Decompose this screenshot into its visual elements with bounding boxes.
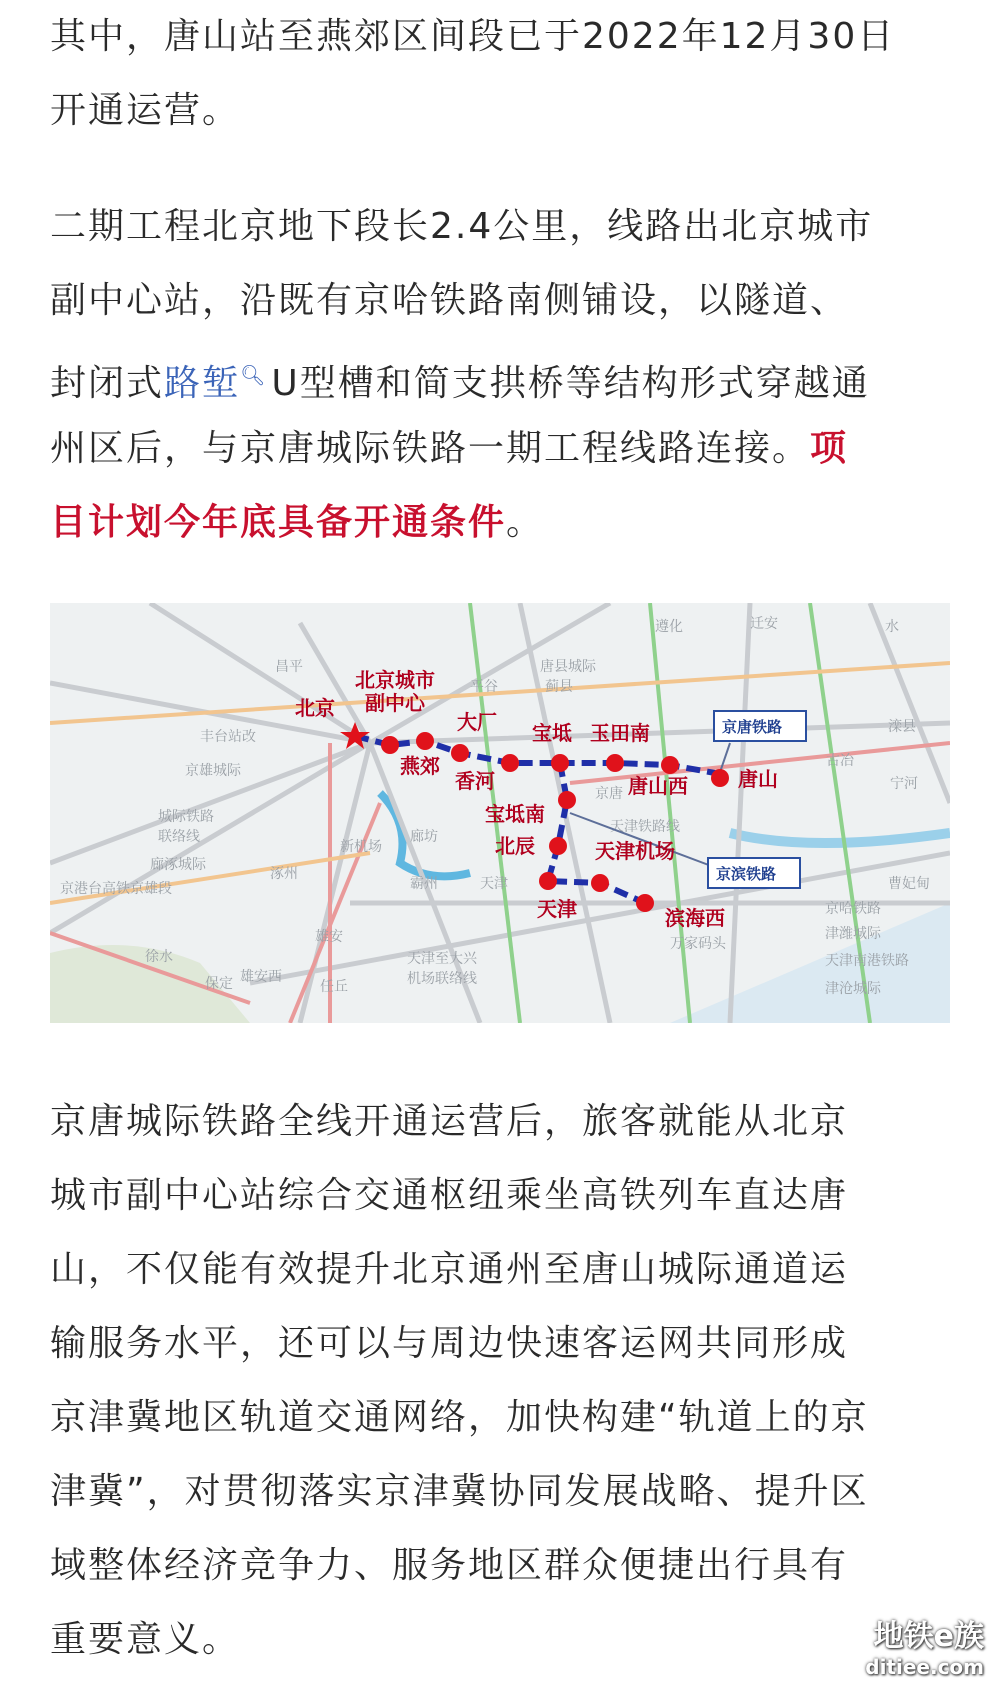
map-label: 任丘	[320, 979, 348, 995]
route-map-svg	[50, 603, 950, 1023]
watermark-text: 地铁e族	[873, 1619, 984, 1654]
callout-box-jingbin	[708, 858, 800, 888]
text-line: 域整体经济竞争力、服务地区群众便捷出行具有	[50, 1545, 849, 1586]
watermark-logo	[865, 1611, 984, 1679]
text-line: 开通运营。	[50, 90, 241, 131]
text-line: 津冀”，对贯彻落实京津冀协同发展战略、提升区	[50, 1471, 869, 1512]
map-label: 天津至大兴	[407, 951, 477, 967]
map-label: 滦县	[888, 719, 916, 735]
station-dot	[558, 791, 576, 809]
station-dot	[551, 754, 569, 772]
station-label-yanjiao: 燕郊	[400, 754, 440, 778]
text-segment: 州区后，与京唐城际铁路一期工程线路连接。	[50, 428, 811, 469]
map-label: 城际铁路	[158, 809, 214, 825]
highlight-text: 目计划今年底具备开通条件	[50, 502, 507, 543]
map-label: 平谷	[470, 679, 498, 695]
station-label-dachang: 大厂	[457, 710, 497, 734]
station-label-baodinan: 宝坻南	[485, 802, 545, 826]
map-label: 蓟县	[545, 679, 573, 695]
map-label: 津沧城际	[825, 981, 881, 997]
map-label: 津潍城际	[825, 926, 881, 942]
station-label-fuzhongxin-1: 北京城市	[355, 668, 435, 692]
text-segment: 封闭式	[50, 363, 165, 404]
text-line: 输服务水平，还可以与周边快速客运网共同形成	[50, 1323, 849, 1364]
highlight-text: 项	[810, 428, 849, 469]
article-paragraph-1	[50, 0, 950, 148]
station-labels	[295, 668, 778, 930]
map-label: 万家码头	[670, 936, 726, 952]
map-label: 京雄城际	[185, 763, 241, 779]
svg-text:京滨铁路: 京滨铁路	[716, 865, 777, 883]
text-line: 其中，唐山站至燕郊区间段已于2022年12月30日	[50, 16, 896, 57]
route-map-image[interactable]	[50, 603, 950, 1023]
map-label: 雄安西	[240, 969, 282, 985]
map-label: 唐县城际	[540, 659, 596, 675]
svg-text:京唐铁路: 京唐铁路	[722, 718, 783, 736]
station-dot	[711, 769, 729, 787]
map-label: 天津铁路线	[610, 819, 680, 835]
station-label-tangshanxi: 唐山西	[628, 774, 688, 798]
article-paragraph-2	[50, 190, 950, 560]
text-line: 重要意义。	[50, 1619, 241, 1660]
text-segment: 。	[506, 502, 545, 543]
station-label-baodi: 宝坻	[532, 721, 572, 745]
map-label: 昌平	[275, 659, 303, 675]
station-label-beijing: 北京	[295, 696, 335, 720]
station-dot	[661, 756, 679, 774]
map-label: 遵化	[655, 619, 683, 635]
station-label-binhaixi: 滨海西	[665, 906, 725, 930]
station-dot	[636, 894, 654, 912]
map-label: 廊坊	[410, 829, 438, 845]
map-label: 廊涿城际	[150, 857, 206, 873]
article-paragraph-3	[50, 1085, 950, 1677]
river-shape	[730, 833, 950, 843]
keyword-link-lu-qian[interactable]: 路堑	[164, 363, 241, 404]
map-label: 天津南港铁路	[825, 953, 909, 969]
station-dot	[539, 872, 557, 890]
map-label: 京港台高铁京雄段	[60, 881, 172, 897]
map-label: 迁安	[750, 616, 778, 632]
station-dot	[549, 837, 567, 855]
callout-box-jingtang	[714, 711, 806, 741]
map-label: 机场联络线	[407, 971, 477, 987]
map-label: 霸州	[410, 876, 438, 892]
text-line: 京津冀地区轨道交通网络，加快构建“轨道上的京	[50, 1397, 869, 1438]
station-label-yutiannan: 玉田南	[590, 721, 650, 745]
map-label: 涿州	[270, 866, 298, 882]
text-segment: U型槽和简支拱桥等结构形式穿越通	[271, 363, 870, 404]
map-label: 丰台站改	[200, 729, 256, 745]
text-line	[50, 338, 950, 412]
station-dot	[501, 754, 519, 772]
watermark-url: ditiee.com	[865, 1655, 984, 1679]
map-label: 宁河	[890, 776, 918, 792]
station-label-tangshan: 唐山	[738, 767, 778, 791]
station-dot	[606, 754, 624, 772]
search-icon[interactable]: 🔍︎	[240, 363, 268, 387]
station-dot	[416, 732, 434, 750]
map-label: 水	[885, 619, 899, 635]
station-label-beichen: 北辰	[495, 834, 535, 858]
map-label: 新机场	[340, 839, 382, 855]
station-dot	[381, 736, 399, 754]
station-dot	[451, 744, 469, 762]
text-line: 城市副中心站综合交通枢纽乘坐高铁列车直达唐	[50, 1175, 849, 1216]
map-label: 古冶	[826, 753, 854, 769]
text-line	[50, 486, 950, 560]
station-dot	[591, 874, 609, 892]
map-label: 天津	[480, 876, 508, 892]
map-label: 曹妃甸	[888, 876, 930, 892]
station-label-tianjin: 天津	[537, 897, 577, 921]
map-label: 雄安	[315, 929, 343, 945]
station-label-fuzhongxin-2: 副中心	[365, 691, 425, 715]
map-label: 徐水	[145, 949, 173, 965]
text-line: 副中心站，沿既有京哈铁路南侧铺设，以隧道、	[50, 280, 849, 321]
map-label: 京唐	[595, 786, 623, 802]
station-label-xianghe: 香河	[455, 769, 495, 793]
station-label-tianjinjichang: 天津机场	[595, 839, 675, 863]
text-line: 二期工程北京地下段长2.4公里，线路出北京城市	[50, 206, 874, 247]
text-line	[50, 412, 950, 486]
map-label: 保定	[205, 976, 233, 992]
map-label: 联络线	[158, 829, 200, 845]
text-line: 山，不仅能有效提升北京通州至唐山城际通道运	[50, 1249, 849, 1290]
map-label: 京哈铁路	[825, 901, 881, 917]
text-line: 京唐城际铁路全线开通运营后，旅客就能从北京	[50, 1101, 849, 1142]
